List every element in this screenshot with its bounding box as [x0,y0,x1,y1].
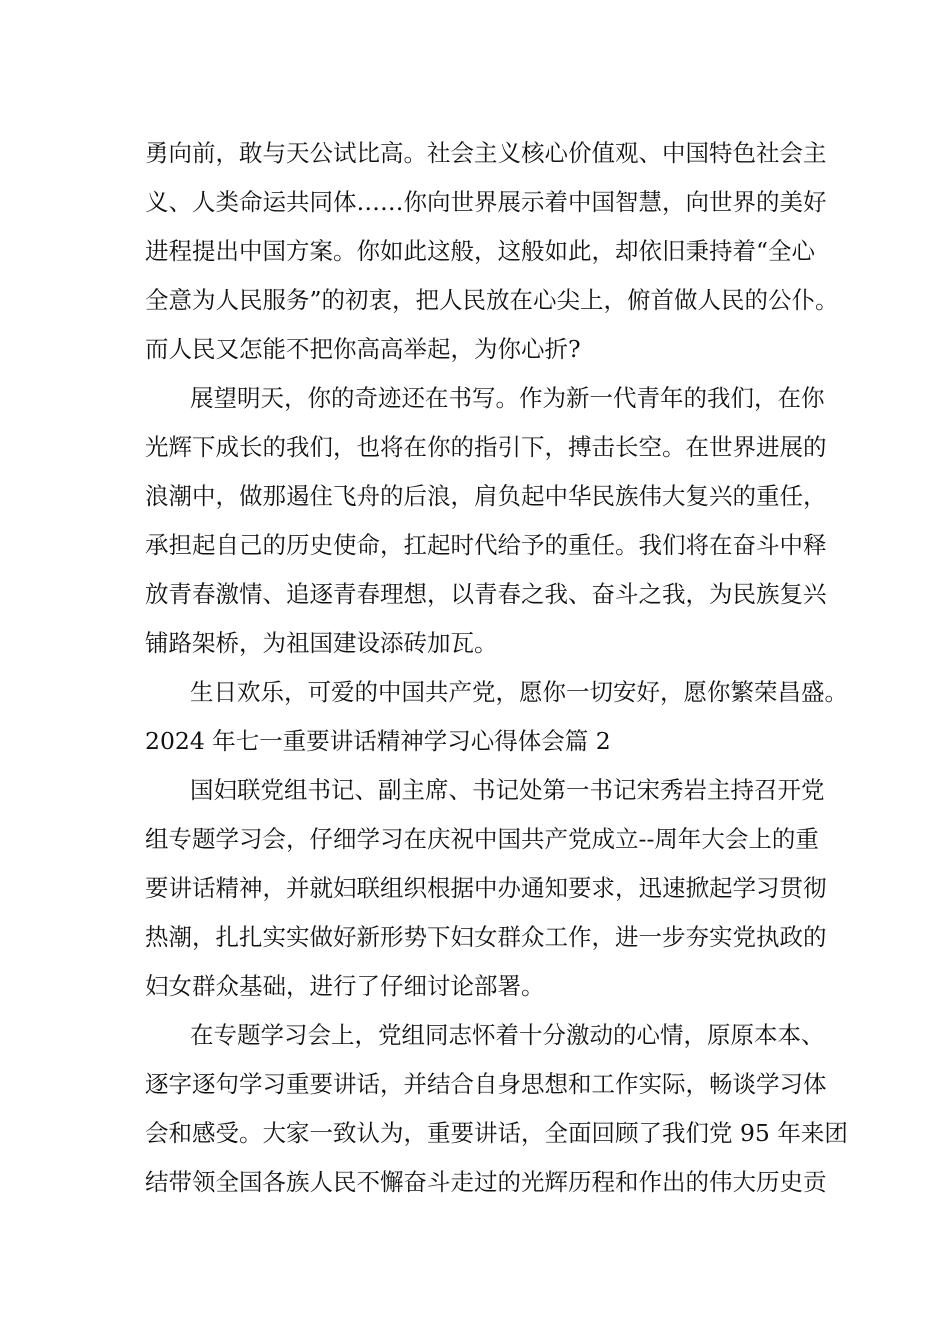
text-line: 勇向前，敢与天公试比高。社会主义核心价值观、中国特色社会主 [145,139,827,167]
text-line: 浪潮中，做那遏住飞舟的后浪，肩负起中华民族伟大复兴的重任， [145,482,827,510]
paragraph-start-line: 国妇联党组书记、副主席、书记处第一书记宋秀岩主持召开党 [190,776,825,804]
paragraph-start-line: 展望明天，你的奇迹还在书写。作为新一代青年的我们，在你 [190,384,825,412]
text-line: 义、人类命运共同体……你向世界展示着中国智慧，向世界的美好 [145,188,827,216]
paragraph-start-line: 在专题学习会上，党组同志怀着十分激动的心情，原原本本、 [190,1021,825,1049]
text-line: 光辉下成长的我们，也将在你的指引下，搏击长空。在世界进展的 [145,433,827,461]
text-line: 妇女群众基础，进行了仔细讨论部署。 [145,972,545,1000]
text-line: 承担起自己的历史使命，扛起时代给予的重任。我们将在奋斗中释 [145,531,827,559]
text-line: 结带领全国各族人民不懈奋斗走过的光辉历程和作出的伟大历史贡 [145,1168,827,1196]
section-heading: 2024 年七一重要讲话精神学习心得体会篇 2 [145,727,611,755]
text-line: 组专题学习会，仔细学习在庆祝中国共产党成立--周年大会上的重 [145,825,819,853]
text-line: 热潮，扎扎实实做好新形势下妇女群众工作，进一步夯实党执政的 [145,923,827,951]
paragraph-start-line: 生日欢乐，可爱的中国共产党，愿你一切安好，愿你繁荣昌盛。 [190,678,848,706]
text-line: 而人民又怎能不把你高高举起，为你心折? [145,335,581,363]
text-line: 放青春激情、追逐青春理想，以青春之我、奋斗之我，为民族复兴 [145,580,827,608]
text-line: 会和感受。大家一致认为，重要讲话，全面回顾了我们党 95 年来团 [145,1119,848,1147]
text-line: 逐字逐句学习重要讲话，并结合自身思想和工作实际，畅谈学习体 [145,1070,827,1098]
text-line: 进程提出中国方案。你如此这般，这般如此，却依旧秉持着“全心 [145,237,816,265]
text-line: 全意为人民服务”的初衷，把人民放在心尖上，俯首做人民的公仆。 [145,286,839,314]
text-line: 要讲话精神，并就妇联组织根据中办通知要求，迅速掀起学习贯彻 [145,874,827,902]
text-line: 铺路架桥，为祖国建设添砖加瓦。 [145,629,498,657]
